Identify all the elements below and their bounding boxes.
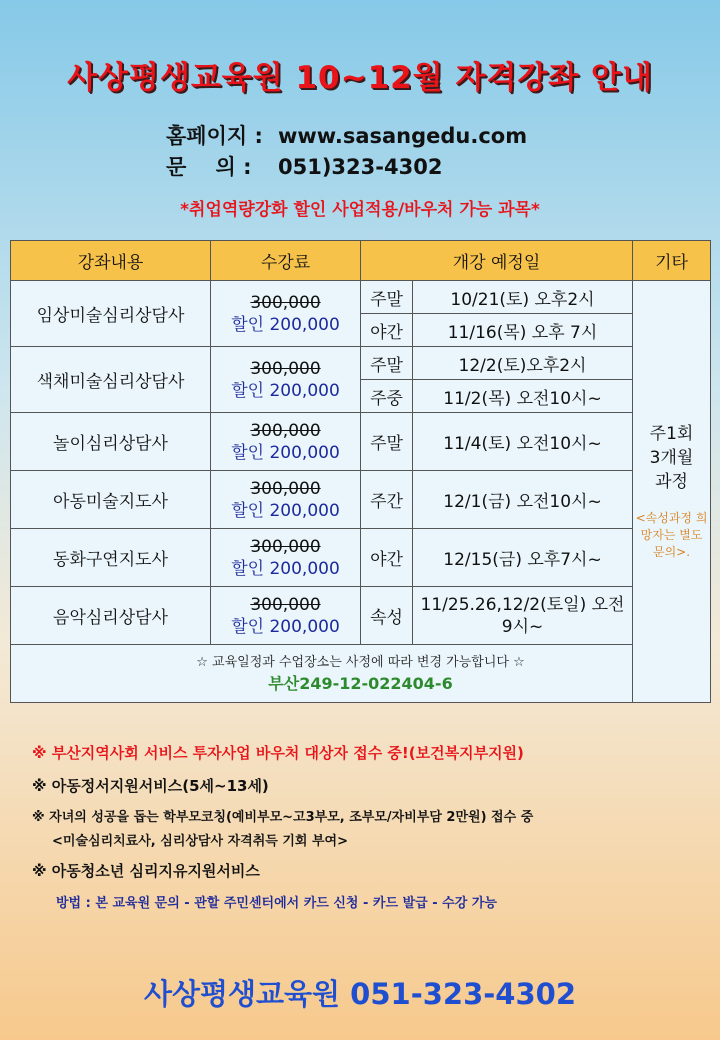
table-row <box>11 587 711 645</box>
schedule-type: 주말 <box>361 413 413 471</box>
course-table <box>10 240 711 703</box>
course-name: 동화구연지도사 <box>11 529 211 587</box>
course-fee <box>211 529 361 587</box>
schedule-type: 주중 <box>361 380 413 413</box>
course-name: 음악심리상담사 <box>11 587 211 645</box>
schedule-type: 주간 <box>361 471 413 529</box>
child-emotion-bullet: ※ 아동정서지원서비스(5세~13세) <box>32 777 269 795</box>
other-cell <box>633 281 711 703</box>
table-row <box>11 413 711 471</box>
other-line2: 3개월 <box>649 448 694 468</box>
course-fee <box>211 471 361 529</box>
table-row <box>11 281 711 314</box>
table-row <box>11 471 711 529</box>
discount-price: 할인 200,000 <box>231 442 340 463</box>
account-number: 부산249-12-022404-6 <box>268 673 453 693</box>
course-name: 임상미술심리상담사 <box>11 281 211 347</box>
discount-price: 할인 200,000 <box>231 380 340 401</box>
schedule-date: 10/21(토) 오후2시 <box>413 281 633 314</box>
original-price: 300,000 <box>250 536 321 557</box>
schedule-type: 속성 <box>361 587 413 645</box>
homepage-label: 홈페이지 : <box>166 124 263 148</box>
other-note: <속성과정 희망자는 별도 문의>. <box>635 511 708 559</box>
schedule-date: 11/16(목) 오후 7시 <box>413 314 633 347</box>
table-row <box>11 529 711 587</box>
schedule-type: 주말 <box>361 281 413 314</box>
schedule-type: 야간 <box>361 314 413 347</box>
homepage-line <box>166 120 527 150</box>
course-fee <box>211 413 361 471</box>
course-name: 아동미술지도사 <box>11 471 211 529</box>
table-row <box>11 347 711 380</box>
certification-note: <미술심리치료사, 심리상담사 자격취득 기회 부여> <box>52 834 348 849</box>
schedule-date: 12/2(토)오후2시 <box>413 347 633 380</box>
discount-price: 할인 200,000 <box>231 616 340 637</box>
schedule-type: 야간 <box>361 529 413 587</box>
voucher-bullet: ※ 부산지역사회 서비스 투자사업 바우처 대상자 접수 중!(보건복지부지원) <box>32 744 524 762</box>
course-fee <box>211 347 361 413</box>
original-price: 300,000 <box>250 478 321 499</box>
course-fee <box>211 587 361 645</box>
original-price: 300,000 <box>250 292 321 313</box>
schedule-type: 주말 <box>361 347 413 380</box>
other-line3: 과정 <box>655 472 688 492</box>
table-footnote-row <box>11 645 711 703</box>
schedule-date: 12/15(금) 오후7시~ <box>413 529 633 587</box>
table-header-row <box>11 241 711 281</box>
discount-price: 할인 200,000 <box>231 314 340 335</box>
footnote-cell <box>11 645 711 703</box>
page-title: 사상평생교육원 10~12월 자격강좌 안내 <box>67 60 653 96</box>
parent-coaching-bullet: ※ 자녀의 성공을 돕는 학부모코칭(예비부모~고3부모, 조부모/자비부담 2만원) 접수 중 <box>32 810 534 825</box>
header-fee: 수강료 <box>211 241 361 281</box>
header-other: 기타 <box>633 241 711 281</box>
voucher-notice: *취업역량강화 할인 사업적용/바우처 가능 과목* <box>180 200 540 220</box>
original-price: 300,000 <box>250 420 321 441</box>
discount-price: 할인 200,000 <box>231 558 340 579</box>
footer-contact: 사상평생교육원 051-323-4302 <box>143 977 577 1011</box>
phone-line <box>166 151 442 181</box>
schedule-change-note: ☆ 교육일정과 수업장소는 사정에 따라 변경 가능합니다 ☆ <box>196 654 525 670</box>
original-price: 300,000 <box>250 594 321 615</box>
header-course: 강좌내용 <box>11 241 211 281</box>
phone-number: 051)323-4302 <box>278 155 443 179</box>
method-line: 방법 : 본 교육원 문의 - 관할 주민센터에서 카드 신청 - 카드 발급 - 수강 가능 <box>56 896 497 911</box>
header-schedule: 개강 예정일 <box>361 241 633 281</box>
course-fee <box>211 281 361 347</box>
course-name: 놀이심리상담사 <box>11 413 211 471</box>
schedule-date: 12/1(금) 오전10시~ <box>413 471 633 529</box>
course-name: 색채미술심리상담사 <box>11 347 211 413</box>
schedule-date: 11/2(목) 오전10시~ <box>413 380 633 413</box>
other-line1: 주1회 <box>649 424 694 444</box>
discount-price: 할인 200,000 <box>231 500 340 521</box>
schedule-date: 11/25.26,12/2(토일) 오전9시~ <box>413 587 633 645</box>
youth-support-bullet: ※ 아동청소년 심리지유지원서비스 <box>32 862 260 880</box>
homepage-url: www.sasangedu.com <box>278 124 528 148</box>
schedule-date: 11/4(토) 오전10시~ <box>413 413 633 471</box>
phone-label: 문 의 : <box>166 155 252 179</box>
original-price: 300,000 <box>250 358 321 379</box>
